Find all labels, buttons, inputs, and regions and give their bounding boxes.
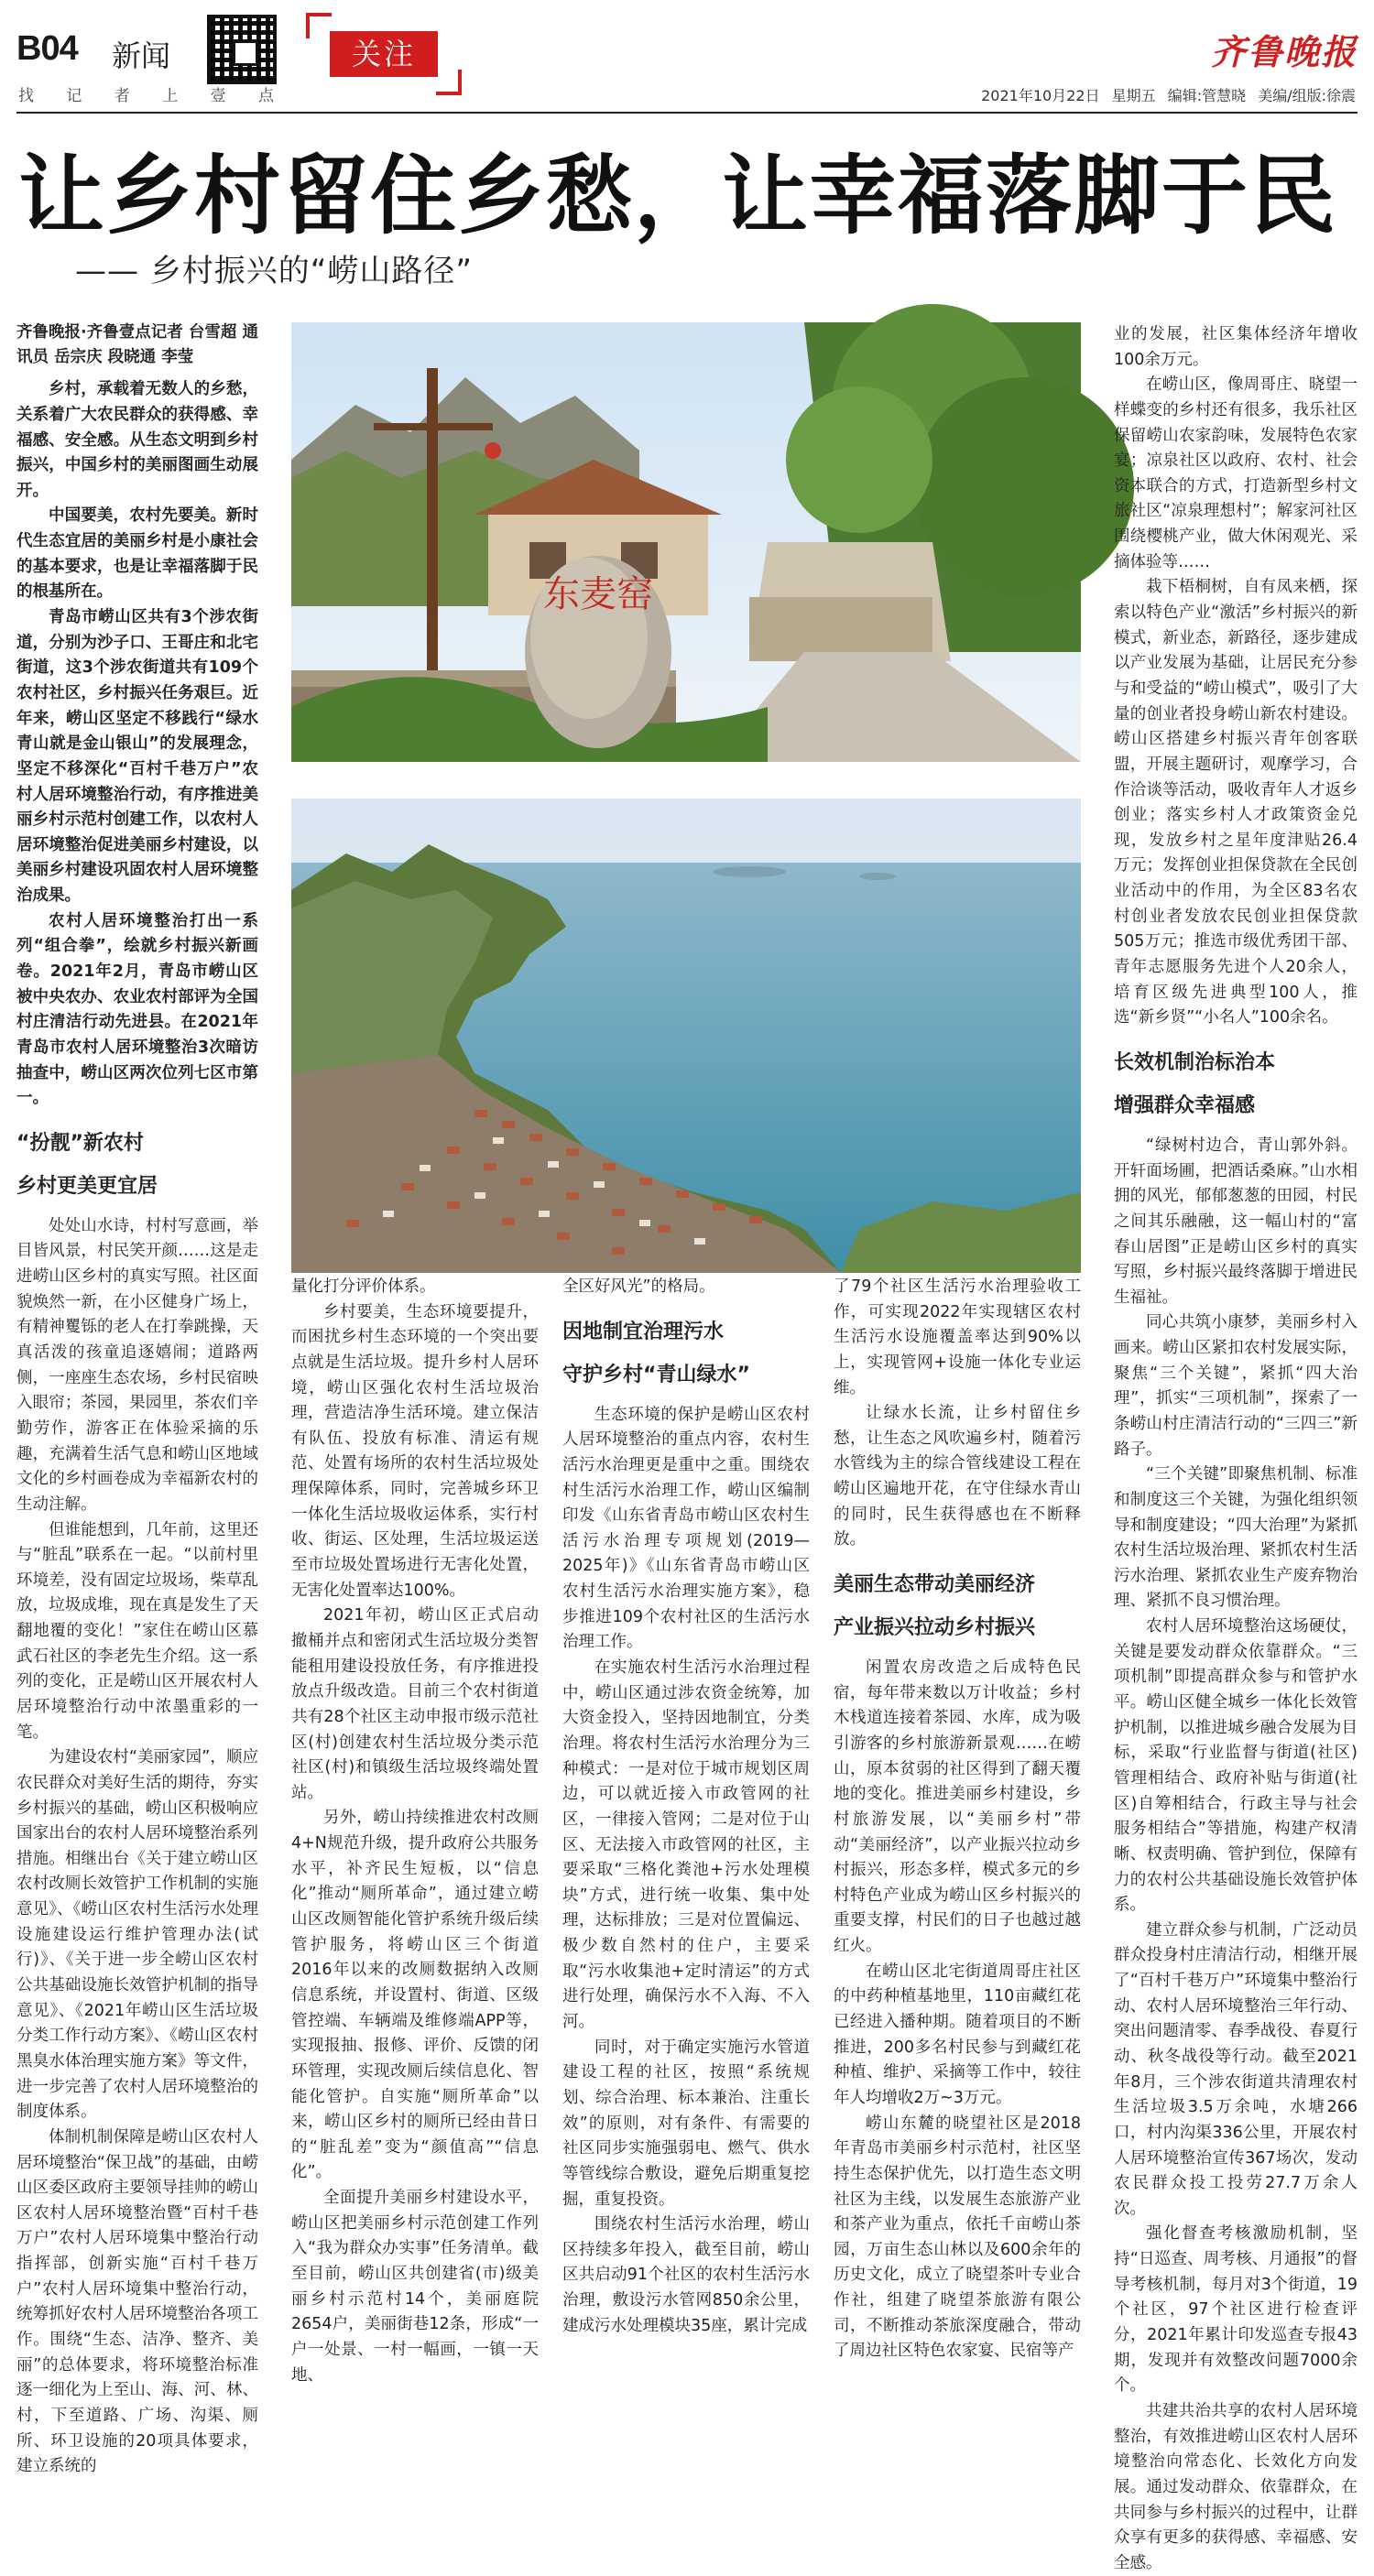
paragraph: 农村人居环境整治这场硬仗，关键是要发动群众依靠群众。“三项机制”即提高群众参与和管护水平。崂山区健全城乡一体化长效管护机制，以推进城乡融合发展为目标，采取“行业监督与街道(社区)管理相结合、政府补贴与街道(社区)自筹相结合，行政主导与社会服务相结合”等措施，构建产权清晰、权责明确、管护到位，保障有力的农村公共基础设施长效管护体系。 xyxy=(1114,1617,1358,1915)
header-slogan: 找 记 者 上 壹 点 xyxy=(18,87,282,105)
paragraph: 强化督查考核激励机制，坚持“日巡查、周考核、月通报”的督导考核机制，每月对3个街道，19个社区，97个社区进行检查评分，2021年累计印发巡查专报43期，发现并有效整改问题7000余个。 xyxy=(1114,2224,1358,2396)
section-heading: 长效机制治标治本 xyxy=(1114,1050,1276,1074)
topic-tag: 关注 xyxy=(330,31,438,77)
section-subheading: 守护乡村“青山绿水” xyxy=(562,1363,750,1386)
article-column-1 xyxy=(16,321,258,2476)
paragraph: 共建共治共享的农村人居环境整治，有效推进崂山区农村人居环境整治向常态化、长效化方向发展。通过发动群众、依靠群众，在共同参与乡村振兴的过程中，让群众享有更多的获得感、幸福感、安全感。 xyxy=(1114,2401,1358,2572)
page-header xyxy=(16,13,1358,108)
section-heading: 因地制宜治理污水 xyxy=(562,1320,725,1343)
newspaper-brand: 齐鲁晚报 xyxy=(1210,31,1358,72)
paragraph: “绿树村边合，青山郭外斜。开轩面场圃，把酒话桑麻。”山水相拥的风光，郁郁葱葱的田园，村民之间其乐融融，这一幅山村的“富春山居图”正是崂山区乡村的真实写照，乡村振兴最终落脚于增进民生福祉。 xyxy=(1114,1136,1358,1307)
paragraph: 中国要美，农村先要美。新时代生态宜居的美丽乡村是小康社会的基本要求，也是让幸福落脚于民的根基所在。 xyxy=(16,506,258,602)
paragraph: 闲置农房改造之后成特色民宿，每年带来数以万计收益；乡村木栈道连接着茶园、水库，成为吸引游客的乡村旅游新景观……在崂山，原本贫弱的社区得到了翻天覆地的变化。推进美丽乡村建设，乡村旅游发展，以“美丽乡村”带动“美丽经济”，以产业振兴拉动乡村振兴，形态多样，模式多元的乡村特色产业成为崂山区乡村振兴的重要支撑，村民们的日子也越过越红火。 xyxy=(834,1658,1081,1956)
paragraph: 了79个社区生活污水治理验收工作，可实现2022年实现辖区农村生活污水设施覆盖率达到90%以上，实现管网+设施一体化专业运维。 xyxy=(834,1277,1081,1397)
paragraph: 让绿水长流，让乡村留住乡愁，让生态之风吹遍乡村，随着污水管线为主的综合管线建设工程在崂山区遍地开花，在守住绿水青山的同时，民生获得感也在不断释放。 xyxy=(834,1404,1081,1549)
article-column-5 xyxy=(1114,322,1358,2572)
paragraph: 体制机制保障是崂山区农村人居环境整治“保卫战”的基础，由崂山区委区政府主要领导挂帅的崂山区农村人居环境整治暨“百村千巷万户”农村人居环境集中整治行动指挥部，创新实施“百村千巷万户”农村人居环境集中整治行动，统筹抓好农村人居环境整治各项工作。围绕“生态、洁净、整齐、美丽”的总体要求，将环境整治标准逐一细化为上至山、海、河、林、村，下至道路、广场、沟渠、厕所、环卫设施的20项具体要求，建立系统的 xyxy=(16,2127,258,2476)
paragraph: 农村人居环境整治打出一系列“组合拳”，绘就乡村振兴新画卷。2021年2月，青岛市崂山区被中央农办、农业农村部评为全国村庄清洁行动先进县。在2021年青岛市农村人居环境整治3次暗访抽查中，崂山区两次位列七区市第一。 xyxy=(16,911,258,1108)
paragraph: 全面提升美丽乡村建设水平，崂山区把美丽乡村示范创建工作列入“我为群众办实事”任务清单。截至目前，崂山区共创建省(市)级美丽乡村示范村14个，美丽庭院2654户，美丽街巷12条，形成“一户一处景、一村一幅画，一镇一天地、 xyxy=(291,2189,539,2385)
coastal-village-aerial-photo xyxy=(291,799,1081,1273)
paragraph: 围绕农村生活污水治理，崂山区持续多年投入，截至目前，崂山区共启动91个社区的农村生活污水治理，敷设污水管网850余公里，建成污水处理模块35座，累计完成 xyxy=(562,2215,810,2335)
header-divider xyxy=(16,112,1358,114)
village-stone-photo xyxy=(291,322,1081,762)
paragraph: 崂山东麓的晓望社区是2018年青岛市美丽乡村示范村，社区坚持生态保护优先，以打造生态文明社区为主线，以发展生态旅游产业和茶产业为重点，依托千亩崂山茶园，万亩生态山林以及600余年的历史文化，成立了晓望茶叶专业合作社，组建了晓望茶旅游有限公司，不断推动茶旅深度融合，带动了周边社区特色农家宴、民宿等产 xyxy=(834,2114,1081,2361)
paragraph: 乡村要美，生态环境要提升，而困扰乡村生态环境的一个突出要点就是生活垃圾。提升乡村人居环境，崂山区强化农村生活垃圾治理，营造洁净生活环境。建立保洁有队伍、投放有标准、清运有规范、处置有场所的农村生活垃圾处理保障体系，同时，完善城乡环卫一体化生活垃圾收运体系，实行村收、街运、区处理，生活垃圾运送至市垃圾处置场进行无害化处置，无害化处置率达100%。 xyxy=(291,1302,539,1600)
section-heading: “扮靓”新农村 xyxy=(16,1131,144,1155)
paragraph: 量化打分评价体系。 xyxy=(291,1277,436,1296)
paragraph: 在崂山区北宅街道周哥庄社区的中药种植基地里，110亩藏红花已经进入播种期。随着项目的不断推进，200多名村民参与到藏红花种植、维护、采摘等工作中，较往年人均增收2万~3万元。 xyxy=(834,1962,1081,2107)
section-subheading: 乡村更美更宜居 xyxy=(16,1174,158,1198)
paragraph: 全区好风光”的格局。 xyxy=(562,1277,715,1296)
article-column-3 xyxy=(562,1275,810,2335)
frame-corner xyxy=(436,70,462,95)
topic-tag-frame xyxy=(306,13,462,95)
paragraph: 处处山水诗，村村写意画，举目皆风景，村民笑开颜……这是走进崂山区乡村的真实写照。社区面貌焕然一新，在小区健身广场上，有精神矍铄的老人在打拳跳操，天真活泼的孩童追逐嬉闹；道路两侧，一座座生态农场，乡村民宿映入眼帘；茶园，果园里，茶农们辛勤劳作，游客正在体验采摘的乐趣，充满着生活气息和崂山区地域文化的乡村画卷成为幸福新农村的生动注解。 xyxy=(16,1216,258,1514)
paragraph: 在实施农村生活污水治理过程中，崂山区通过涉农资金统筹，加大资金投入，坚持因地制宜，分类治理。将农村生活污水治理分为三种模式：一是对位于城市规划区周边，可以就近接入市政管网的社区，一律接入管网；二是对位于山区、无法接入市政管网的社区，主要采取“三格化粪池+污水处理模块”方式，进行统一收集、集中处理，达标排放；三是对位置偏远、极少数自然村的住户，主要采取“污水收集池+定时清运”的方式进行处理，确保污水不入海、不入河。 xyxy=(562,1658,810,2032)
section-name: 新闻 xyxy=(112,38,171,73)
paragraph: 同时，对于确定实施污水管道建设工程的社区，按照“系统规划、综合治理、标本兼治、注重长效”的原则，对有条件、有需要的社区同步实施强弱电、燃气、供水等管线综合敷设，避免后期重复挖掘，重复投资。 xyxy=(562,2038,810,2209)
byline: 齐鲁晚报·齐鲁壹点记者 台雪超 通讯员 岳宗庆 段晓通 李莹 xyxy=(16,323,258,367)
paragraph: 为建设农村“美丽家园”，顺应农民群众对美好生活的期待，夯实乡村振兴的基础，崂山区积极响应国家出台的农村人居环境整治系列措施。相继出台《关于建立崂山区农村改厕长效管护工作机制的实施意见》、《崂山区农村生活污水处理设施建设运行维护管理办法(试行)》、《关于进一步全崂山区农村公共基础设施长效管护机制的指导意见》、《2021年崂山区生活垃圾分类工作行动方案》、《崂山区农村黑臭水体治理实施方案》等文件，进一步完善了农村人居环境整治的制度体系。 xyxy=(16,1748,258,2122)
qr-code-icon[interactable] xyxy=(207,15,277,84)
page-number: B04 xyxy=(16,29,78,68)
issue-meta: 2021年10月22日 星期五 编辑:管慧晓 美编/组版:徐震 xyxy=(981,87,1356,104)
paragraph: 青岛市崂山区共有3个涉农街道，分别为沙子口、王哥庄和北宅街道，这3个涉农街道共有109个农村社区，乡村振兴任务艰巨。近年来，崂山区坚定不移践行“绿水青山就是金山银山”的发展理念，坚定不移深化“百村千巷万户”农村人居环境整治行动，有序推进美丽乡村示范村创建工作，以农村人居环境整治促进美丽乡村建设，以美丽乡村建设巩固农村人居环境整治成果。 xyxy=(16,608,258,906)
paragraph: 同心共筑小康梦，美丽乡村入画来。崂山区紧扣农村发展实际，聚焦“三个关键”，紧抓“四大治理”，抓实“三项机制”，探索了一条崂山村庄清洁行动的“三四三”新路子。 xyxy=(1114,1313,1358,1459)
paragraph: 乡村，承载着无数人的乡愁，关系着广大农民群众的获得感、幸福感、安全感。从生态文明到乡村振兴，中国乡村的美丽图画生动展开。 xyxy=(16,380,258,500)
paragraph: 另外，崂山持续推进农村改厕4+N规范升级，提升政府公共服务水平，补齐民生短板，以“信息化”推动“厕所革命”，通过建立崂山区改厕智能化管护系统升级后续管护服务，将崂山区三个街道2016年以来的改厕数据纳入改厕信息系统，并设置村、街道、区级管控端、车辆端及维修端APP等，实现报抽、报修、评价、反馈的闭环管理，实现改厕后续信息化、智能化管护。自实施“厕所革命”以来，崂山区乡村的厕所已经由昔日的“脏乱差”变为“颜值高”“信息化”。 xyxy=(291,1809,539,2182)
paragraph: 2021年初，崂山区正式启动撤桶并点和密闭式生活垃圾分类智能租用建设投放任务，有序推进投放点升级改造。目前三个农村街道共有28个社区主动申报市级示范社区(村)创建农村生活垃圾分类示范社区(村)和镇级生活垃圾终端处置站。 xyxy=(291,1606,539,1802)
paragraph: 在崂山区，像周哥庄、晓望一样蝶变的乡村还有很多，我乐社区保留崂山农家韵味，发展特色农家宴；凉泉社区以政府、农村、社会资本联合的方式，打造新型乡村文旅社区“凉泉理想村”；解家河社区围绕樱桃产业，做大休闲观光、采摘体验等…… xyxy=(1114,375,1358,571)
paragraph: 但谁能想到，几年前，这里还与“脏乱”联系在一起。“以前村里环境差，没有固定垃圾场，柴草乱放，垃圾成堆，现在真是发生了天翻地覆的变化！”家住在崂山区慕武石社区的李老先生介绍。这一系列的变化，正是崂山区开展农村人居环境整治行动中浓墨重彩的一笔。 xyxy=(16,1520,258,1742)
section-subheading: 产业振兴拉动乡村振兴 xyxy=(834,1616,1036,1640)
subheadline: —— 乡村振兴的“崂山路径” xyxy=(75,253,474,289)
headline: 让乡村留住乡愁，让幸福落脚于民 xyxy=(18,147,1338,246)
paragraph: 生态环境的保护是崂山区农村人居环境整治的重点内容，农村生活污水治理更是重中之重。围绕农村生活污水治理工作，崂山区编制印发《山东省青岛市崂山区农村生活污水治理专项规划(2019—2025年)》《山东省青岛市崂山区农村生活污水治理实施方案》，稳步推进109个农村社区的生活污水治理工作。 xyxy=(562,1405,810,1652)
stone-inscription: 东麦窑 xyxy=(543,573,653,615)
frame-corner xyxy=(306,13,332,38)
section-subheading: 增强群众幸福感 xyxy=(1114,1093,1256,1117)
section-heading: 美丽生态带动美丽经济 xyxy=(834,1573,1036,1597)
paragraph: 栽下梧桐树，自有凤来栖，探索以特色产业“激活”乡村振兴的新模式，新业态，新路径，逐步建成以产业发展为基础，让居民充分参与和受益的“崂山模式”，吸引了大量的创业者投身崂山新农村建设。崂山区搭建乡村振兴青年创客联盟，开展主题研讨，观摩学习，合作洽谈等活动，吸收青年人才返乡创业；落实乡村人才政策资金兑现，发放乡村之星年度津贴26.4万元；发挥创业担保贷款在全民创业活动中的作用，为全区83名农村创业者发放农民创业担保贷款505万元；推选市级优秀团干部、青年志愿服务先进个人20余人，培育区级先进典型100人，推选“新乡贤”“小名人”100余名。 xyxy=(1114,578,1358,1027)
paragraph: 建立群众参与机制，广泛动员群众投身村庄清洁行动，相继开展了“百村千巷万户”环境集中整治行动、农村人居环境整治三年行动、突出问题清零、春季战役、春夏行动、秋冬战役等行动。截至2021年8月，三个涉农街道共清理农村生活垃圾3.5万余吨，水塘266口，村内沟渠336公里，开展农村人居环境整治宣传367场次，发动农民群众投工投劳27.7万余人次。 xyxy=(1114,1920,1358,2218)
paragraph: “三个关键”即聚焦机制、标准和制度这三个关键，为强化组织领导和制度建设；“四大治理”为紧抓农村生活垃圾治理、紧抓农村生活污水治理、紧抓农业生产废弃物治理、紧抓不良习惯治理。 xyxy=(1114,1465,1358,1611)
article-column-4 xyxy=(834,1275,1081,2361)
article-column-2 xyxy=(291,1275,539,2385)
paragraph: 业的发展，社区集体经济年增收100余万元。 xyxy=(1114,325,1358,369)
